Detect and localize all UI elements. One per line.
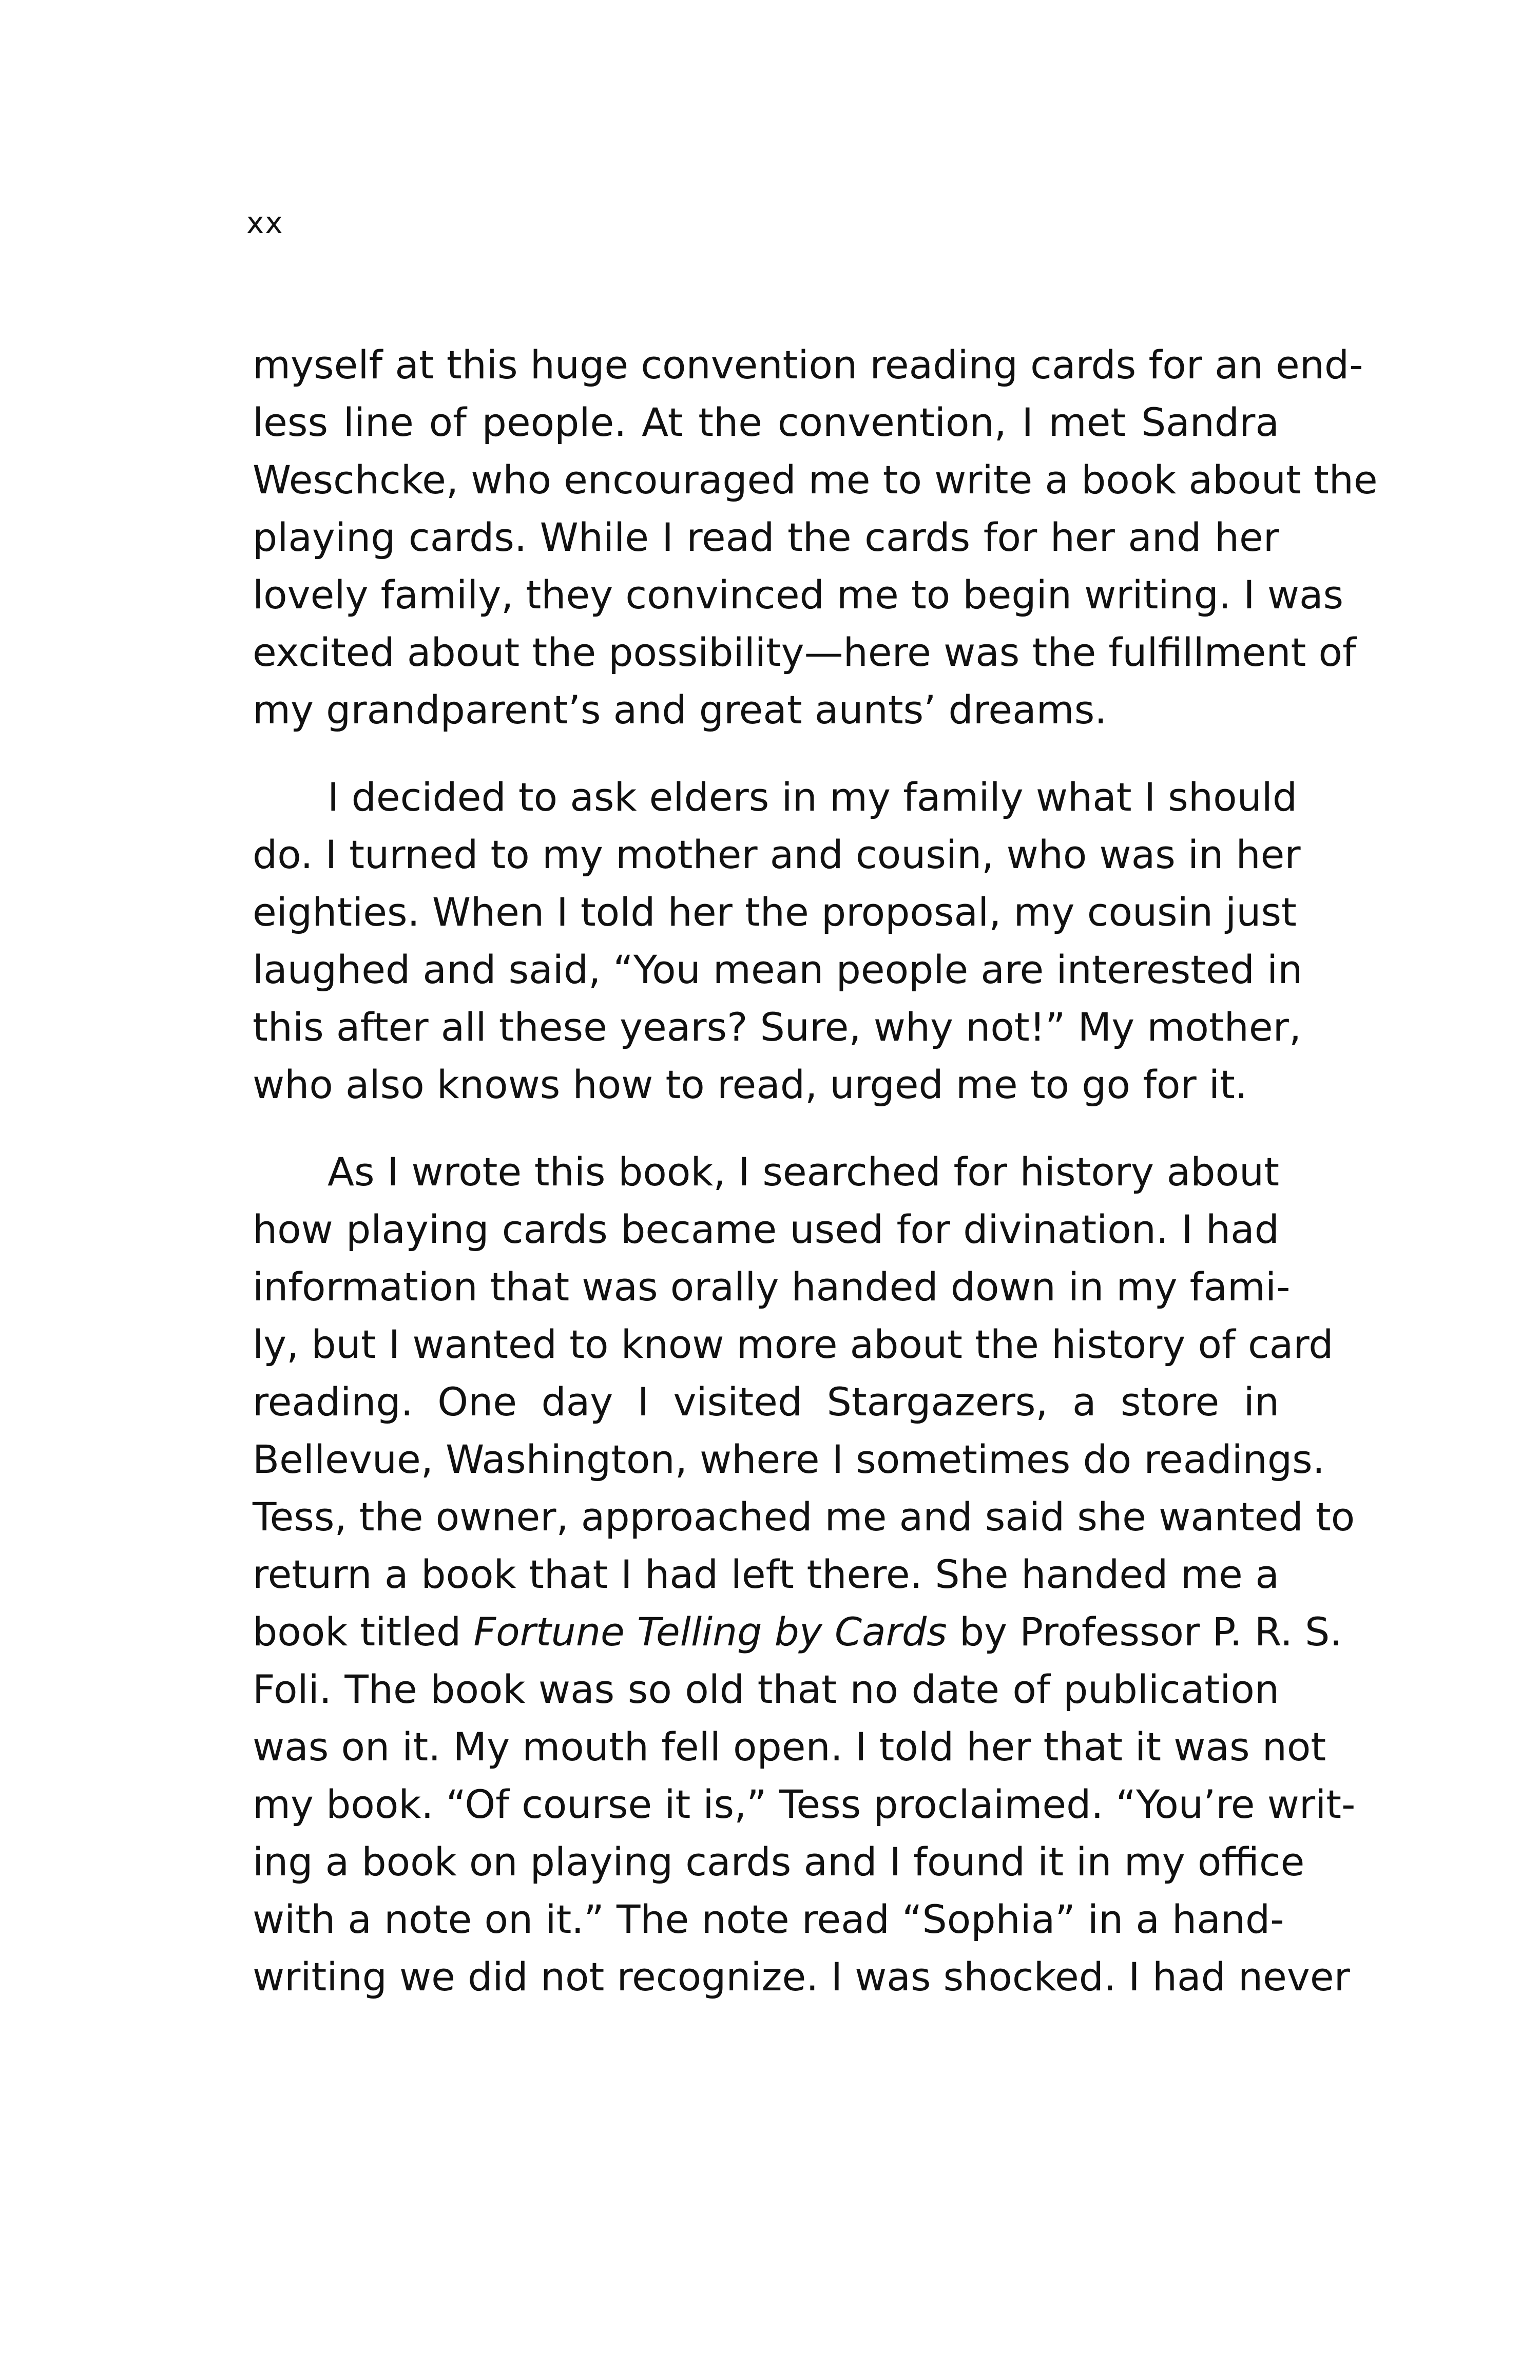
text-line: with a note on it.” The note read “Sophia” in a hand- xyxy=(253,1896,1284,1942)
text-line: myself at this huge convention reading cards for an end- xyxy=(253,342,1363,388)
paragraph-1 xyxy=(253,336,1378,739)
text-line: laughed and said, “You mean people are interested in xyxy=(253,947,1303,992)
text-line: playing cards. While I read the cards for her and her xyxy=(253,514,1279,560)
text-line: excited about the possibility—here was the fulfillment of xyxy=(253,629,1356,675)
text-line: ing a book on playing cards and I found it in my office xyxy=(253,1839,1305,1885)
text-line: Foli. The book was so old that no date of publication xyxy=(253,1666,1279,1712)
text-line: Weschcke, who encouraged me to write a book about the xyxy=(253,457,1378,503)
text-line: less line of people. At the convention, I met Sandra xyxy=(253,399,1279,445)
book-title: Fortune Telling by Cards xyxy=(473,1609,947,1655)
text-line: I decided to ask elders in my family what I should xyxy=(328,774,1298,820)
text-line: writing we did not recognize. I was shocked. I had never xyxy=(253,1954,1350,2000)
paragraph-gap xyxy=(253,739,1279,769)
text-line: Bellevue, Washington, where I sometimes do readings. xyxy=(253,1436,1325,1482)
text-line: As I wrote this book, I searched for history about xyxy=(328,1149,1279,1195)
text-line: how playing cards became used for divination. I had xyxy=(253,1206,1279,1252)
text-line: ly, but I wanted to know more about the history of card xyxy=(253,1321,1334,1367)
text-line: return a book that I had left there. She handed me a xyxy=(253,1551,1279,1597)
body-text xyxy=(253,336,1378,2006)
text-fragment: by Professor P. R. S. xyxy=(947,1609,1342,1655)
text-fragment: book titled xyxy=(253,1609,474,1655)
text-line-with-book-title xyxy=(253,1603,1342,1661)
text-line: Tess, the owner, approached me and said she wanted to xyxy=(253,1494,1355,1540)
text-line: reading. One day I visited Stargazers, a store in xyxy=(253,1379,1279,1425)
paragraph-2 xyxy=(253,769,1303,1114)
paragraph-gap xyxy=(253,1114,1279,1143)
paragraph-3 xyxy=(253,1143,1356,2006)
text-line: who also knows how to read, urged me to go for it. xyxy=(253,1062,1247,1107)
text-line: lovely family, they convinced me to begin writing. I was xyxy=(253,572,1344,618)
text-line: my grandparent’s and great aunts’ dreams. xyxy=(253,687,1107,733)
page-number: xx xyxy=(246,205,284,240)
text-line: was on it. My mouth fell open. I told her that it was not xyxy=(253,1724,1326,1770)
text-line: this after all these years? Sure, why not!” My mother, xyxy=(253,1004,1301,1050)
text-line: my book. “Of course it is,” Tess proclaimed. “You’re writ- xyxy=(253,1781,1356,1827)
text-line: information that was orally handed down in my fami- xyxy=(253,1264,1291,1310)
text-line: eighties. When I told her the proposal, my cousin just xyxy=(253,889,1297,935)
text-line: do. I turned to my mother and cousin, who was in her xyxy=(253,832,1301,877)
